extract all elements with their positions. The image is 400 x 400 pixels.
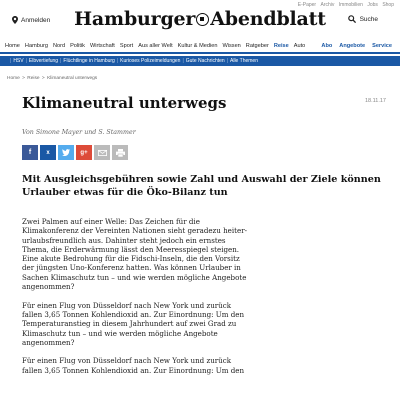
nav-item-wirtschaft[interactable]: Wirtschaft xyxy=(89,43,115,49)
article-lead: Mit Ausgleichsgebühren sowie Zahl und Auswahl der Ziele können Urlauber etwas für die Öko-Bilanz tun xyxy=(22,174,381,198)
topic-link-fluechtlinge[interactable]: Flüchtlinge in Hamburg xyxy=(63,58,115,64)
login-button[interactable] xyxy=(12,16,50,24)
share-twitter-button[interactable] xyxy=(58,145,74,160)
breadcrumb-separator: > xyxy=(22,76,25,81)
breadcrumb-separator: > xyxy=(41,76,45,81)
search-label: Suche xyxy=(359,15,378,23)
twitter-icon xyxy=(62,149,70,156)
nav-item-hamburg[interactable]: Hamburg xyxy=(24,43,48,49)
topic-link-gute-nachrichten[interactable]: Gute Nachrichten xyxy=(185,58,225,64)
logo-seal-icon xyxy=(196,13,209,26)
article-body xyxy=(22,217,247,384)
nav-item-sport[interactable]: Sport xyxy=(119,43,134,49)
utility-link-jobs[interactable]: Jobs xyxy=(367,2,378,8)
site-logo[interactable] xyxy=(0,8,400,30)
logo-text-left: Hamburger xyxy=(74,8,196,30)
search-button[interactable] xyxy=(348,15,378,23)
nav-item-abo[interactable]: Abo xyxy=(321,43,333,49)
nav-item-wissen[interactable]: Wissen xyxy=(222,43,241,49)
nav-item-service[interactable]: Service xyxy=(372,43,392,49)
logo-text-right: Abendblatt xyxy=(210,8,326,30)
share-bar xyxy=(22,145,130,160)
article-paragraph: Für einen Flug von Düsseldorf nach New York und zurück fallen 3,65 Tonnen Kohlendioxid an. Zur Einordnung: Um den Temperaturanstieg in diesem Jahrhundert auf zwei Grad zu Klimaschutz tun – und wie werden mögliche Angebote angenommen? xyxy=(22,300,245,347)
utility-link-shop[interactable]: Shop xyxy=(382,2,394,8)
article-date: 18.11.17 xyxy=(364,98,386,104)
nav-item-nord[interactable]: Nord xyxy=(52,43,66,49)
breadcrumb-current: Klimaneutral unterwegs xyxy=(47,76,98,81)
login-label: Anmelden xyxy=(21,16,51,24)
topic-link-polizeimeldungen[interactable]: Kurioses Polizeimeldungen xyxy=(120,58,181,64)
breadcrumb xyxy=(7,76,97,81)
facebook-icon: f xyxy=(28,149,32,156)
location-pin-icon xyxy=(12,16,18,24)
nav-item-ratgeber[interactable]: Ratgeber xyxy=(245,43,269,49)
article-title: Klimaneutral unterwegs xyxy=(22,94,227,112)
topic-separator: | xyxy=(116,58,119,64)
mail-icon xyxy=(98,150,107,156)
share-googleplus-button[interactable] xyxy=(76,145,92,160)
nav-item-politik[interactable]: Politik xyxy=(70,43,85,49)
nav-right-group xyxy=(314,43,392,49)
nav-item-reise[interactable]: Reise xyxy=(273,43,289,49)
topic-bar xyxy=(0,56,400,66)
topic-separator: | xyxy=(60,58,62,64)
article-paragraph: Für einen Flug von Düsseldorf nach New York und zurück fallen 3,65 Tonnen Kohlendioxid an. Zur Einordnung: Um den xyxy=(22,356,245,375)
nav-item-auto[interactable]: Auto xyxy=(293,43,306,49)
breadcrumb-reise[interactable]: Reise xyxy=(27,76,40,81)
topic-separator: | xyxy=(226,58,228,64)
share-email-button[interactable] xyxy=(94,145,110,160)
article-author: Von Simone Mayer und S. Stammer xyxy=(22,129,136,136)
topic-link-elbvertiefung[interactable]: Elbvertiefung xyxy=(28,58,59,64)
utility-link-epaper[interactable]: E-Paper xyxy=(297,2,317,8)
topic-separator: | xyxy=(10,58,12,64)
xing-icon: x xyxy=(46,149,50,156)
print-icon xyxy=(116,149,125,157)
print-button[interactable] xyxy=(112,145,128,160)
utility-link-archiv[interactable]: Archiv xyxy=(320,2,335,8)
nav-item-angebote[interactable]: Angebote xyxy=(339,43,366,49)
breadcrumb-home[interactable]: Home xyxy=(7,76,20,81)
search-icon xyxy=(348,15,356,23)
nav-item-kultur-medien[interactable]: Kultur & Medien xyxy=(177,43,218,49)
topic-separator: | xyxy=(25,58,27,64)
share-facebook-button[interactable] xyxy=(22,145,38,160)
main-nav xyxy=(0,40,400,54)
article-paragraph: Zwei Palmen auf einer Welle: Das Zeichen für die Klimakonferenz der Vereinten Nationen sieht geradezu heiter-urlaubsfreundlich aus. Dahinter steht jedoch ein ernstes Thema, die Erderwärmung lässt den Meeresspiegel steigen. Eine akute Bedrohung für die Fidschi-Inseln, die den Vorsitz der jüngsten Uno-Konferenz hatten. Was können Urlauber in Sachen Klimaschutz tun – und wie werden mögliche Angebote angenommen? xyxy=(22,217,247,292)
nav-item-home[interactable]: Home xyxy=(5,43,20,49)
topic-link-alle-themen[interactable]: Alle Themen xyxy=(230,58,258,64)
google-plus-icon: g+ xyxy=(80,149,88,156)
utility-link-immobilien[interactable]: Immobilien xyxy=(338,2,363,8)
utility-nav xyxy=(295,2,394,8)
topic-separator: | xyxy=(182,58,184,64)
nav-item-aus-aller-welt[interactable]: Aus aller Welt xyxy=(138,43,173,49)
share-xing-button[interactable] xyxy=(40,145,56,160)
topic-link-hsv[interactable]: HSV xyxy=(13,58,24,64)
